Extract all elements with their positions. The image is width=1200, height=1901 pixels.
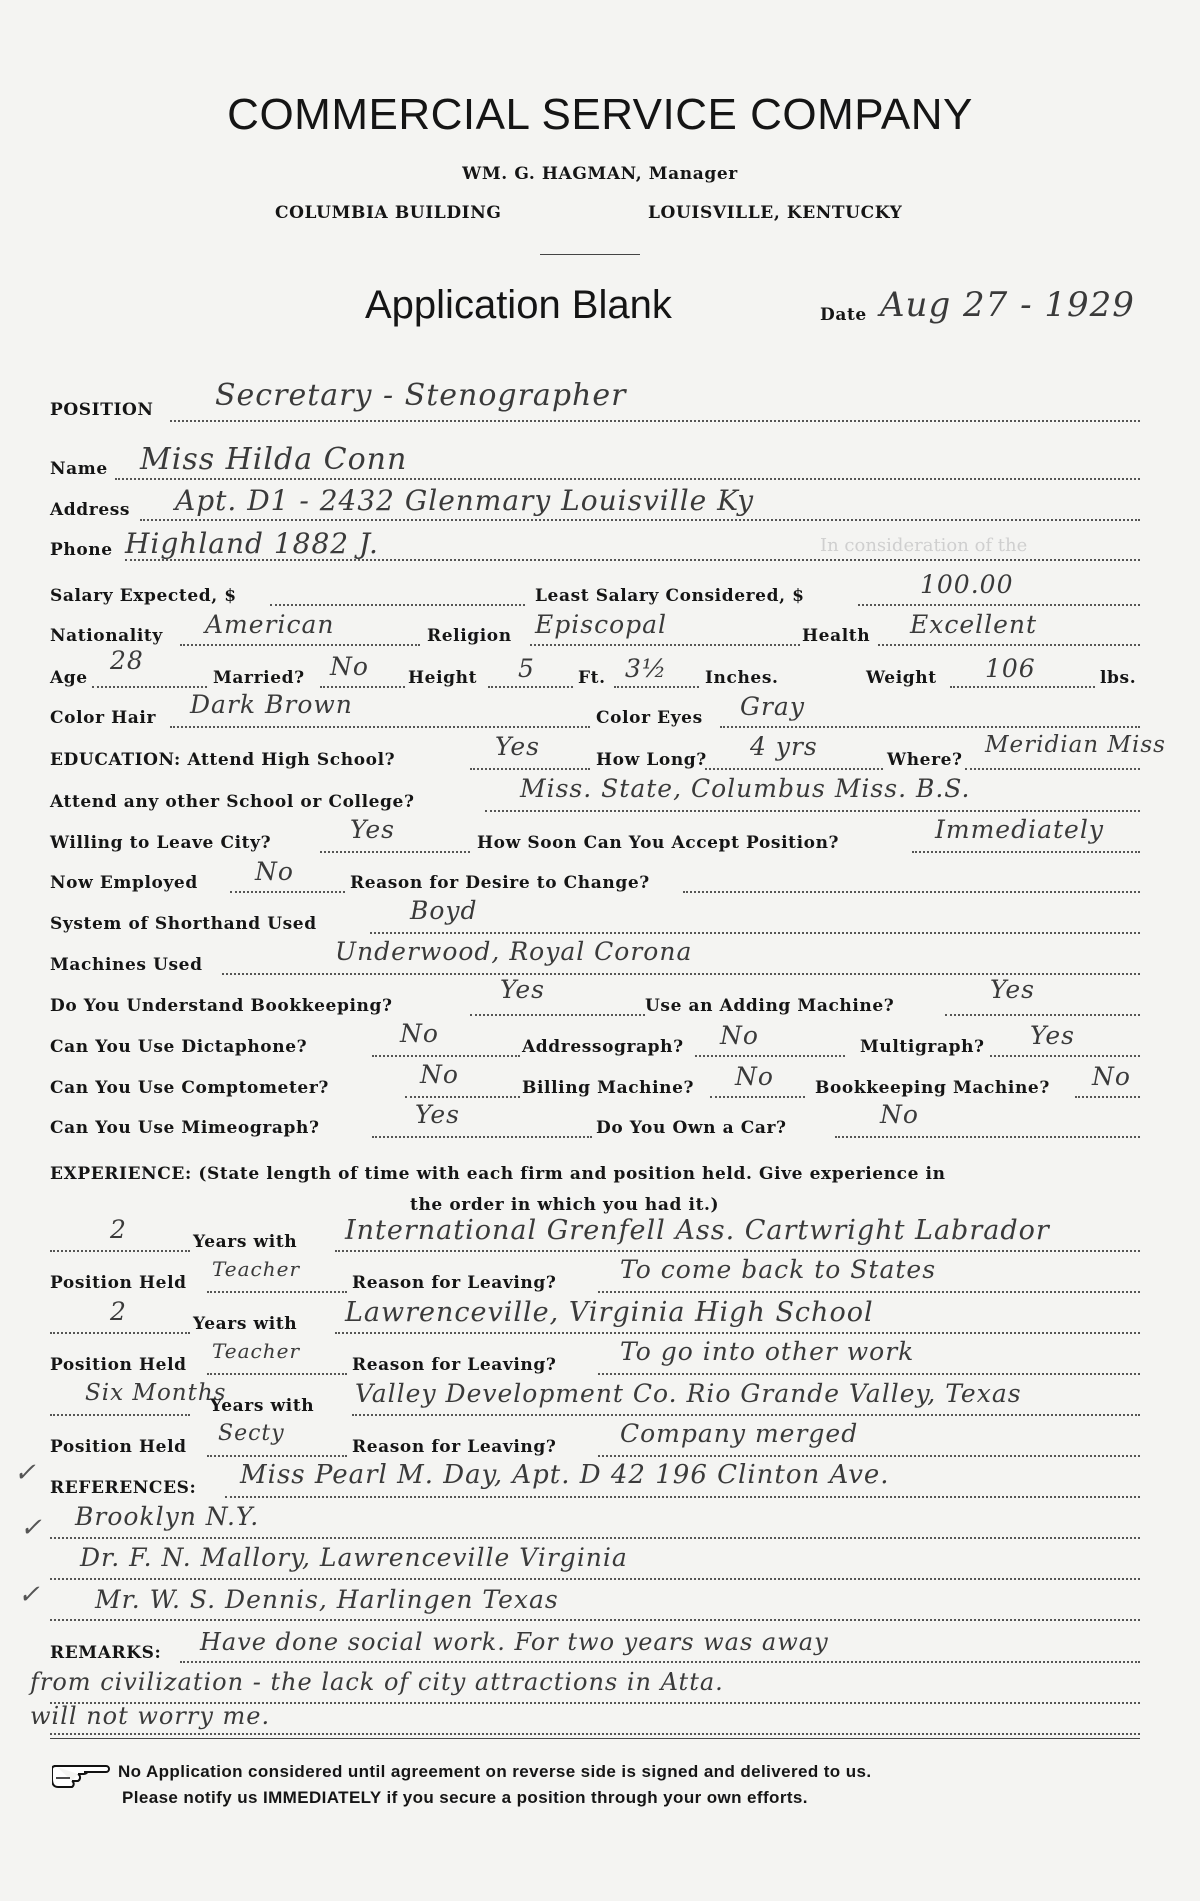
name-value[interactable]: Miss Hilda Conn <box>140 442 408 477</box>
height-in-line <box>614 686 699 688</box>
religion-line <box>530 644 800 646</box>
check-mark: ✓ <box>18 1580 40 1610</box>
position-line <box>170 420 1140 422</box>
shorthand-label: System of Shorthand Used <box>50 914 317 934</box>
exp2-reason-label: Reason for Leaving? <box>352 1355 557 1375</box>
how-long-value[interactable]: 4 yrs <box>750 732 818 761</box>
manager-line: WM. G. HAGMAN, Manager <box>462 164 738 184</box>
color-hair-line <box>170 726 590 728</box>
now-employed-value[interactable]: No <box>255 857 294 886</box>
education-label: EDUCATION: Attend High School? <box>50 750 396 770</box>
references-label: REFERENCES: <box>50 1478 197 1498</box>
exp3-position-label: Position Held <box>50 1437 187 1457</box>
exp2-position-label: Position Held <box>50 1355 187 1375</box>
nationality-value[interactable]: American <box>205 610 335 639</box>
exp3-years[interactable]: Six Months <box>85 1380 227 1406</box>
address-label: Address <box>50 500 131 520</box>
form-title: Application Blank <box>365 283 672 327</box>
salary-expected-line <box>270 604 525 606</box>
age-label: Age <box>50 668 88 688</box>
adding-machine-line <box>945 1014 1140 1016</box>
health-value[interactable]: Excellent <box>910 610 1038 639</box>
address-line <box>140 519 1140 521</box>
exp2-with[interactable]: Lawrenceville, Virginia High School <box>345 1297 874 1328</box>
exp1-reason-line <box>598 1291 1140 1293</box>
how-soon-label: How Soon Can You Accept Position? <box>477 833 840 853</box>
position-label: POSITION <box>50 400 154 420</box>
phone-label: Phone <box>50 540 113 560</box>
reference-1[interactable]: Miss Pearl M. Day, Apt. D 42 196 Clinton Ave. <box>240 1460 890 1490</box>
exp1-position[interactable]: Teacher <box>212 1257 301 1281</box>
exp1-with[interactable]: International Grenfell Ass. Cartwright Labrador <box>345 1215 1050 1246</box>
reverse-bleed-mark: In consideration of the <box>820 535 1028 556</box>
least-salary-label: Least Salary Considered, $ <box>535 586 805 606</box>
reason-change-line <box>683 891 1140 893</box>
where-value[interactable]: Meridian Miss <box>985 732 1166 758</box>
position-value[interactable]: Secretary - Stenographer <box>215 378 627 413</box>
billing-machine-line <box>710 1096 805 1098</box>
exp3-position[interactable]: Secty <box>218 1421 285 1446</box>
comptometer-value[interactable]: No <box>420 1060 459 1089</box>
remarks-line-1-text[interactable]: Have done social work. For two years was away <box>200 1628 829 1656</box>
bookkeeping-label: Do You Understand Bookkeeping? <box>50 996 393 1016</box>
own-car-label: Do You Own a Car? <box>596 1118 787 1138</box>
exp2-position-line <box>207 1373 347 1375</box>
other-school-value[interactable]: Miss. State, Columbus Miss. B.S. <box>520 774 971 803</box>
exp3-with[interactable]: Valley Development Co. Rio Grande Valley, Texas <box>355 1379 1022 1408</box>
remarks-bottom-rule <box>50 1738 1140 1739</box>
exp2-position[interactable]: Teacher <box>212 1339 301 1363</box>
ft-label: Ft. <box>578 668 606 688</box>
comptometer-line <box>405 1096 520 1098</box>
high-school-line <box>470 768 590 770</box>
exp3-with-line <box>352 1414 1140 1416</box>
mimeograph-value[interactable]: Yes <box>415 1100 460 1129</box>
exp3-years-with-label: Years with <box>210 1396 315 1416</box>
name-label: Name <box>50 459 108 479</box>
exp3-reason-label: Reason for Leaving? <box>352 1437 557 1457</box>
bookkeeping-machine-label: Bookkeeping Machine? <box>815 1078 1050 1098</box>
salary-expected-label: Salary Expected, $ <box>50 586 237 606</box>
mimeograph-label: Can You Use Mimeograph? <box>50 1118 320 1138</box>
height-in-value[interactable]: 3½ <box>625 654 668 683</box>
now-employed-label: Now Employed <box>50 873 198 893</box>
married-label: Married? <box>213 668 305 688</box>
date-value: Aug 27 - 1929 <box>880 285 1135 325</box>
exp2-reason[interactable]: To go into other work <box>620 1337 915 1366</box>
reason-change-label: Reason for Desire to Change? <box>350 873 650 893</box>
how-soon-value[interactable]: Immediately <box>935 815 1104 844</box>
reference-1-cont[interactable]: Brooklyn N.Y. <box>75 1502 260 1531</box>
religion-label: Religion <box>427 626 512 646</box>
height-label: Height <box>408 668 478 688</box>
height-ft-value[interactable]: 5 <box>518 654 535 683</box>
dictaphone-label: Can You Use Dictaphone? <box>50 1037 308 1057</box>
pointing-hand-icon <box>52 1758 112 1788</box>
addressograph-line <box>695 1055 845 1057</box>
experience-subheading: the order in which you had it.) <box>410 1195 720 1215</box>
willing-leave-line <box>320 851 470 853</box>
exp2-reason-line <box>598 1373 1140 1375</box>
high-school-value[interactable]: Yes <box>495 732 540 761</box>
remarks-line-3-text[interactable]: will not worry me. <box>30 1702 271 1730</box>
address-value[interactable]: Apt. D1 - 2432 Glenmary Louisville Ky <box>175 484 755 517</box>
references-line-4 <box>50 1619 1140 1621</box>
exp2-with-line <box>335 1332 1140 1334</box>
height-ft-line <box>488 686 573 688</box>
company-name: COMMERCIAL SERVICE COMPANY <box>227 90 973 139</box>
health-line <box>878 644 1140 646</box>
exp3-reason-line <box>598 1455 1140 1457</box>
references-line-1 <box>225 1496 1140 1498</box>
other-school-label: Attend any other School or College? <box>50 792 415 812</box>
color-eyes-label: Color Eyes <box>596 708 703 728</box>
phone-value[interactable]: Highland 1882 J. <box>125 527 379 560</box>
exp2-years-line <box>50 1332 190 1334</box>
exp3-years-line <box>50 1414 190 1416</box>
billing-machine-value[interactable]: No <box>735 1062 774 1091</box>
date-label: Date <box>820 305 867 325</box>
where-label: Where? <box>887 750 963 770</box>
shorthand-value[interactable]: Boyd <box>410 896 478 925</box>
how-long-label: How Long? <box>596 750 707 770</box>
machines-value[interactable]: Underwood, Royal Corona <box>335 937 693 966</box>
exp1-years[interactable]: 2 <box>110 1215 127 1244</box>
how-soon-line <box>912 851 1140 853</box>
reference-2[interactable]: Dr. F. N. Mallory, Lawrenceville Virginia <box>80 1543 628 1572</box>
check-mark: ✓ <box>14 1458 36 1488</box>
header-divider <box>540 254 640 255</box>
exp2-years[interactable]: 2 <box>110 1297 127 1326</box>
now-employed-line <box>230 891 345 893</box>
exp3-reason[interactable]: Company merged <box>620 1419 859 1448</box>
adding-machine-value[interactable]: Yes <box>990 975 1035 1004</box>
adding-machine-label: Use an Adding Machine? <box>645 996 895 1016</box>
comptometer-label: Can You Use Comptometer? <box>50 1078 329 1098</box>
color-eyes-line <box>720 726 1140 728</box>
where-line <box>965 768 1140 770</box>
remarks-label: REMARKS: <box>50 1643 162 1663</box>
machines-label: Machines Used <box>50 955 203 975</box>
multigraph-value[interactable]: Yes <box>1030 1021 1075 1050</box>
exp1-years-line <box>50 1250 190 1252</box>
willing-leave-value[interactable]: Yes <box>350 815 395 844</box>
least-salary-value[interactable]: 100.00 <box>920 570 1014 599</box>
remarks-line-2-text[interactable]: from civilization - the lack of city attractions in Atta. <box>30 1668 724 1696</box>
shorthand-line <box>370 932 1140 934</box>
exp1-reason-label: Reason for Leaving? <box>352 1273 557 1293</box>
religion-value[interactable]: Episcopal <box>535 610 668 639</box>
city-line: LOUISVILLE, KENTUCKY <box>648 203 903 223</box>
footer-notice-2: Please notify us IMMEDIATELY if you secure a position through your own efforts. <box>122 1788 808 1807</box>
willing-leave-label: Willing to Leave City? <box>50 833 272 853</box>
multigraph-label: Multigraph? <box>860 1037 985 1057</box>
exp1-with-line <box>335 1250 1140 1252</box>
least-salary-line <box>858 604 1140 606</box>
nationality-label: Nationality <box>50 626 163 646</box>
reference-3[interactable]: Mr. W. S. Dennis, Harlingen Texas <box>95 1585 559 1614</box>
exp3-position-line <box>207 1455 347 1457</box>
remarks-line-1 <box>180 1661 1140 1663</box>
experience-heading: EXPERIENCE: (State length of time with each firm and position held. Give experience in <box>50 1164 946 1184</box>
exp2-years-with-label: Years with <box>193 1314 298 1334</box>
name-line <box>115 478 1140 480</box>
check-mark: ✓ <box>20 1513 42 1543</box>
color-hair-label: Color Hair <box>50 708 157 728</box>
nationality-line <box>180 644 420 646</box>
addressograph-label: Addressograph? <box>522 1037 684 1057</box>
bookkeeping-line <box>470 1014 645 1016</box>
weight-value[interactable]: 106 <box>985 654 1036 683</box>
own-car-line <box>835 1136 1140 1138</box>
dictaphone-line <box>372 1055 520 1057</box>
dictaphone-value[interactable]: No <box>400 1019 439 1048</box>
remarks-line-3 <box>50 1733 1140 1735</box>
references-line-3 <box>50 1578 1140 1580</box>
bookkeeping-machine-value[interactable]: No <box>1092 1062 1131 1091</box>
exp1-position-line <box>207 1291 347 1293</box>
addressograph-value[interactable]: No <box>720 1021 759 1050</box>
multigraph-line <box>990 1055 1140 1057</box>
exp1-years-with-label: Years with <box>193 1232 298 1252</box>
weight-line <box>950 686 1095 688</box>
how-long-line <box>705 768 883 770</box>
age-value[interactable]: 28 <box>110 646 144 675</box>
billing-machine-label: Billing Machine? <box>522 1078 695 1098</box>
married-line <box>320 686 405 688</box>
age-line <box>92 686 207 688</box>
color-hair-value[interactable]: Dark Brown <box>190 690 353 719</box>
bookkeeping-machine-line <box>1075 1096 1140 1098</box>
mimeograph-line <box>372 1136 592 1138</box>
exp1-reason[interactable]: To come back to States <box>620 1255 937 1284</box>
references-line-2 <box>50 1537 1140 1539</box>
health-label: Health <box>802 626 871 646</box>
inches-label: Inches. <box>705 668 779 688</box>
married-value[interactable]: No <box>330 652 369 681</box>
color-eyes-value[interactable]: Gray <box>740 692 805 721</box>
building-line: COLUMBIA BUILDING <box>275 203 502 223</box>
weight-label: Weight <box>866 668 937 688</box>
lbs-label: lbs. <box>1100 668 1137 688</box>
own-car-value[interactable]: No <box>880 1100 919 1129</box>
exp1-position-label: Position Held <box>50 1273 187 1293</box>
other-school-line <box>485 810 1140 812</box>
bookkeeping-value[interactable]: Yes <box>500 975 545 1004</box>
footer-notice-1: No Application considered until agreement on reverse side is signed and delivered to us. <box>118 1762 872 1781</box>
